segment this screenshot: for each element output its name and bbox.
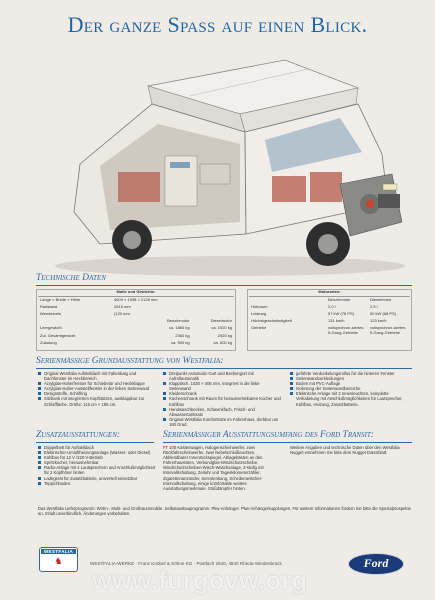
zusatzausstattungen-title: Zusatzausstattungen: <box>36 430 121 440</box>
section-rule <box>36 285 412 286</box>
masse-header: Maße und Gewichte: <box>38 289 234 296</box>
section-rule <box>36 368 412 369</box>
westfalia-logo <box>39 547 78 572</box>
table-row: Höchstgeschwindigkeit 131 km/h 123 km/h <box>251 318 387 324</box>
masse-table <box>38 289 234 347</box>
list-item: Original Westfalia Aufstelldach mit Faltenbalg und Dachfenster im Heckbereich. <box>38 371 156 381</box>
table-row: Benzinmotor Dieselmotor <box>328 296 392 302</box>
list-item: Original Westfalia Komfortsitze im Fahrerhaus, drehbar um 180 Grad <box>163 417 281 427</box>
nugget-datenblatt-note: Weitere Angaben und technische Daten über den Westfalia Nugget entnehmen Sie bitte dem Nugget Datenblatt. <box>290 445 400 456</box>
grundausstattung-col-3 <box>290 371 412 407</box>
list-item: Küchenschrank mit Raum für herausnehmbaren Kocher und Kühlbox <box>163 396 281 406</box>
list-item: Radio-Anlage mit 4 Lautsprechern und Anschlußmöglichkeit für 2 Kopfhörer hinten <box>38 465 156 475</box>
list-item: Klapptisch, 1030 × 406 mm, integriert in die linke Seitenwand <box>163 381 281 391</box>
table-row: Radstand 2815 mm <box>40 303 131 309</box>
list-item: Designstoffe, Schrifting <box>38 391 156 396</box>
list-item: Spritzkocher, herausnehmbar <box>38 460 156 465</box>
list-item: Elektrische Anlage mit 2 Innenleuchten, komplette Verkabelung mit Anschlußmöglichkeiten für Lautsprecher, Kühlbox, Heizung, Zusatzbatterie. <box>290 391 412 406</box>
technische-daten-title: Technische Daten <box>36 273 106 283</box>
list-item: geführte Verdunkelungsrollos für die hinteren Fenster <box>290 371 412 376</box>
headline: Der ganze Spass auf einen Blick. <box>67 12 368 37</box>
zusatzausstattungen-list <box>38 445 156 486</box>
list-item: Isolierung der Seitenwandbereiche <box>290 386 412 391</box>
list-item: Doppelbett für Aufstelldach <box>38 445 156 450</box>
table-row: Länge × Breite × Höhe 4609 × 1938 × 2128 mm <box>40 296 158 302</box>
van-cutaway-illustration <box>40 44 420 276</box>
list-item: Teppichboden. <box>38 481 156 486</box>
list-item: Handwaschbecken, Schwenkfach, Frisch- und Abwassertanksatz <box>163 407 281 417</box>
list-item: Seitenwandverkleidungen <box>290 376 412 381</box>
motoren-table <box>249 289 410 335</box>
grundausstattung-col-2 <box>163 371 281 427</box>
list-item: Dreipunkt-Automatic-Gurt und Beckengurt mit Aufrollautomatik <box>163 371 281 381</box>
table-row: Leergewicht ca. 1860 kg ca. 1920 kg <box>40 325 232 331</box>
ford-transit-text: FT 100 Kastenwagen, Halogenscheinwerfer, zwei Rückfahrscheinwerfer, zwei Nebelschlußleuchten, Abblendbarer Innenrückspiegel, Ablagekästen an den Fahrerhaustüren, Verbundglas-Windschutzscheibe, Windschutzscheiben-Wisch-Waschanlage, 2-stufig mit Intervallschaltung, Zeituhr und Tageskilometerzähler, Zigarettenanzünder, Servolenkung, Scheibenwischer-Intervallschaltung, einige komfortable weitere Ausstattungsmerkmale. Stoßdämpfer hinten. <box>163 445 264 491</box>
list-item: Boden mit PVC-Auflage <box>290 381 412 386</box>
motoren-header: Motorarten: <box>249 289 410 296</box>
list-item: Kleiderschrank <box>163 391 281 396</box>
footer-address: WESTFALIA-WERKE · Franz Knöbel & Söhne KG · Postfach 2640, 4840 Rheda-Wiedenbrück <box>90 561 282 566</box>
westfalia-logo-text: WESTFALIA <box>41 549 76 554</box>
table-row: Wendekreis (120 mm <box>40 310 130 316</box>
section-rule <box>36 442 154 443</box>
ford-logo: Ford <box>348 553 404 575</box>
list-item: Ladegerät für Zusatzbatterie, universell einsetzbar <box>38 476 156 481</box>
grundausstattung-col-1 <box>38 371 156 407</box>
list-item: Acrylglas-Isolierfenster für Schiebetür und Heckklappe <box>38 381 156 386</box>
section-rule <box>163 442 412 443</box>
table-row: Zul. Gesamtgewicht 2360 kg 2520 kg <box>40 332 232 338</box>
list-item: Sitzbank mit integrierten Kopfstützen, ausklappbar zur Schlaffläche, Größe: 115 cm × 195 cm. <box>38 396 156 406</box>
table-row: Benzinmotor Dieselmotor <box>167 318 232 324</box>
list-item: Kühlbox für 12 V /220 V-Betrieb <box>38 455 156 460</box>
table-row: Getriebe vollsynchron-siertes 5-Gang-Getriebe vollsynchron-siertes 5-Gang-Getriebe <box>251 325 406 336</box>
table-row: Zuladung ca. 500 kg ca. 600 kg <box>40 340 232 346</box>
westfalia-emblem-icon: ♞ <box>54 556 63 566</box>
grundausstattung-title: Serienmässige Grundausstattung von Westfalia: <box>36 356 224 366</box>
lieferprogramm-text: Das Westfalia Lieferprogramm: Wohn-, Multi- und Großraummobile. Selbstausbauprogramm. Pkw-Anhänger. Pkw-Anhängerkupplungen. Für weitere Informationen fordern Sie bitte die Spezialprospekte an. Inhalt unverbindlich. Änderungen vorbehalten. <box>38 506 411 517</box>
list-item: Acrylglas-Isolier-Ausstellfenster in der linken Seitenwand <box>38 386 156 391</box>
list-item: Elektrischer-Umluftheizungsanlage (Wasser- oder Diesel) <box>38 450 156 455</box>
website-watermark: www.furgovw.org <box>92 567 308 595</box>
table-row: Hubraum 2,0 l 2,5 l <box>251 303 378 309</box>
ford-transit-title: Serienmässiger Ausstattungsumfang des Ford Transit: <box>163 430 374 440</box>
table-row: Leistung 57 kW (78 PS) 50 kW (68 PS) <box>251 310 397 316</box>
